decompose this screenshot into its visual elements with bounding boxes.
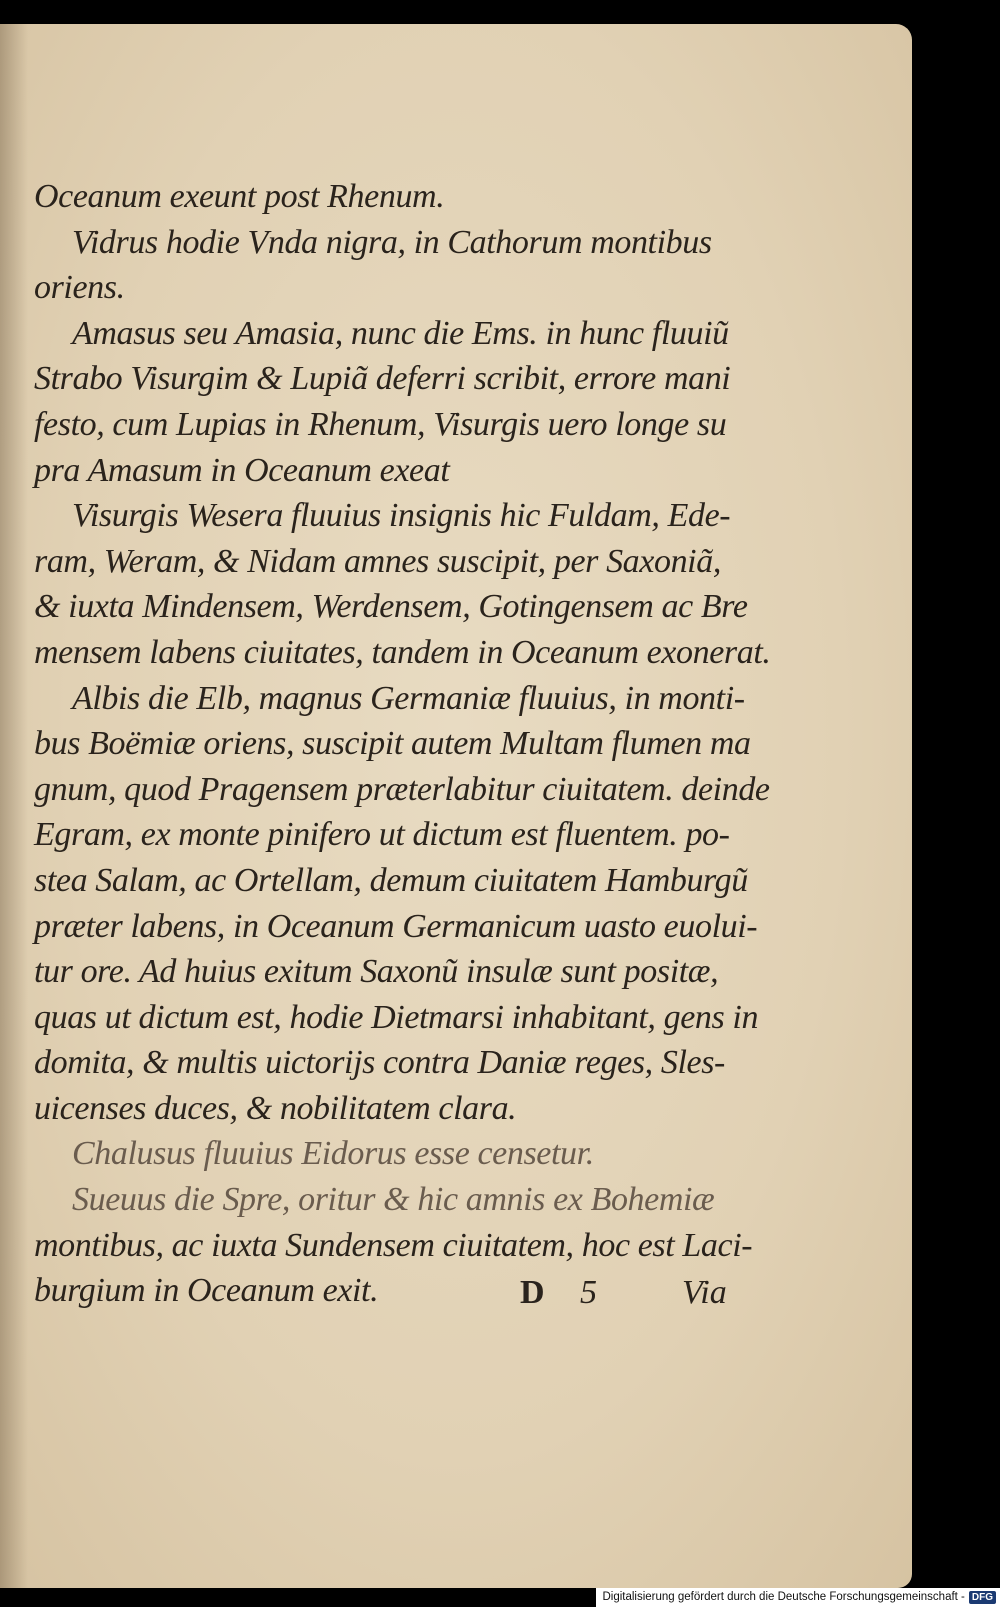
page-text: [34, 174, 771, 1314]
text-line: montibus, ac iuxta Sundensem ciuitatem, hoc est Laci-: [34, 1226, 753, 1264]
text-line: Vidrus hodie Vnda nigra, in Cathorum montibus: [72, 223, 712, 261]
text-line: præter labens, in Oceanum Germanicum uasto euolui-: [34, 907, 758, 945]
text-line: gnum, quod Pragensem præterlabitur ciuitatem. deinde: [34, 770, 770, 808]
dfg-logo: DFG: [969, 1591, 996, 1604]
text-line: Sueuus die Spre, oritur & hic amnis ex Bohemiæ: [72, 1181, 715, 1219]
text-line: Chalusus fluuius Eidorus esse censetur.: [72, 1135, 594, 1173]
text-line: quas ut dictum est, hodie Dietmarsi inhabitant, gens in: [34, 998, 759, 1036]
text-line: Egram, ex monte pinifero ut dictum est fluentem. po-: [34, 816, 730, 854]
text-line: festo, cum Lupias in Rhenum, Visurgis uero longe su: [34, 405, 727, 443]
text-line: tur ore. Ad huius exitum Saxonũ insulæ sunt positæ,: [34, 953, 719, 991]
text-line: oriens.: [34, 269, 125, 307]
text-line: ram, Weram, & Nidam amnes suscipit, per Saxoniã,: [34, 542, 721, 580]
text-line: burgium in Oceanum exit.: [34, 1272, 379, 1310]
text-line: Strabo Visurgim & Lupiã deferri scribit, errore mani: [34, 360, 731, 398]
text-line: pra Amasum in Oceanum exeat: [34, 451, 450, 489]
text-line: Albis die Elb, magnus Germaniæ fluuius, in monti-: [72, 679, 745, 717]
text-line: Visurgis Wesera fluuius insignis hic Fuldam, Ede-: [72, 497, 731, 535]
catchword: Via: [682, 1274, 727, 1311]
credit-text: Digitalisierung gefördert durch die Deutsche Forschungsgemeinschaft -: [602, 1591, 965, 1603]
text-line: Amasus seu Amasia, nunc die Ems. in hunc fluuiũ: [72, 314, 729, 352]
text-line: stea Salam, ac Ortellam, demum ciuitatem Hamburgũ: [34, 861, 748, 899]
text-line: bus Boëmiæ oriens, suscipit autem Multam flumen ma: [34, 725, 751, 763]
text-line: & iuxta Mindensem, Werdensem, Gotingensem ac Bre: [34, 588, 748, 626]
text-line: domita, & multis uictorijs contra Daniæ reges, Sles-: [34, 1044, 725, 1082]
text-line: Oceanum exeunt post Rhenum.: [34, 178, 445, 215]
text-line: mensem labens ciuitates, tandem in Oceanum exonerat.: [34, 633, 771, 671]
signature-number: 5: [580, 1274, 597, 1311]
book-page: [0, 24, 912, 1588]
digitization-credit: [596, 1588, 1000, 1607]
text-line: uicenses duces, & nobilitatem clara.: [34, 1089, 517, 1127]
signature-mark: D: [520, 1274, 545, 1311]
